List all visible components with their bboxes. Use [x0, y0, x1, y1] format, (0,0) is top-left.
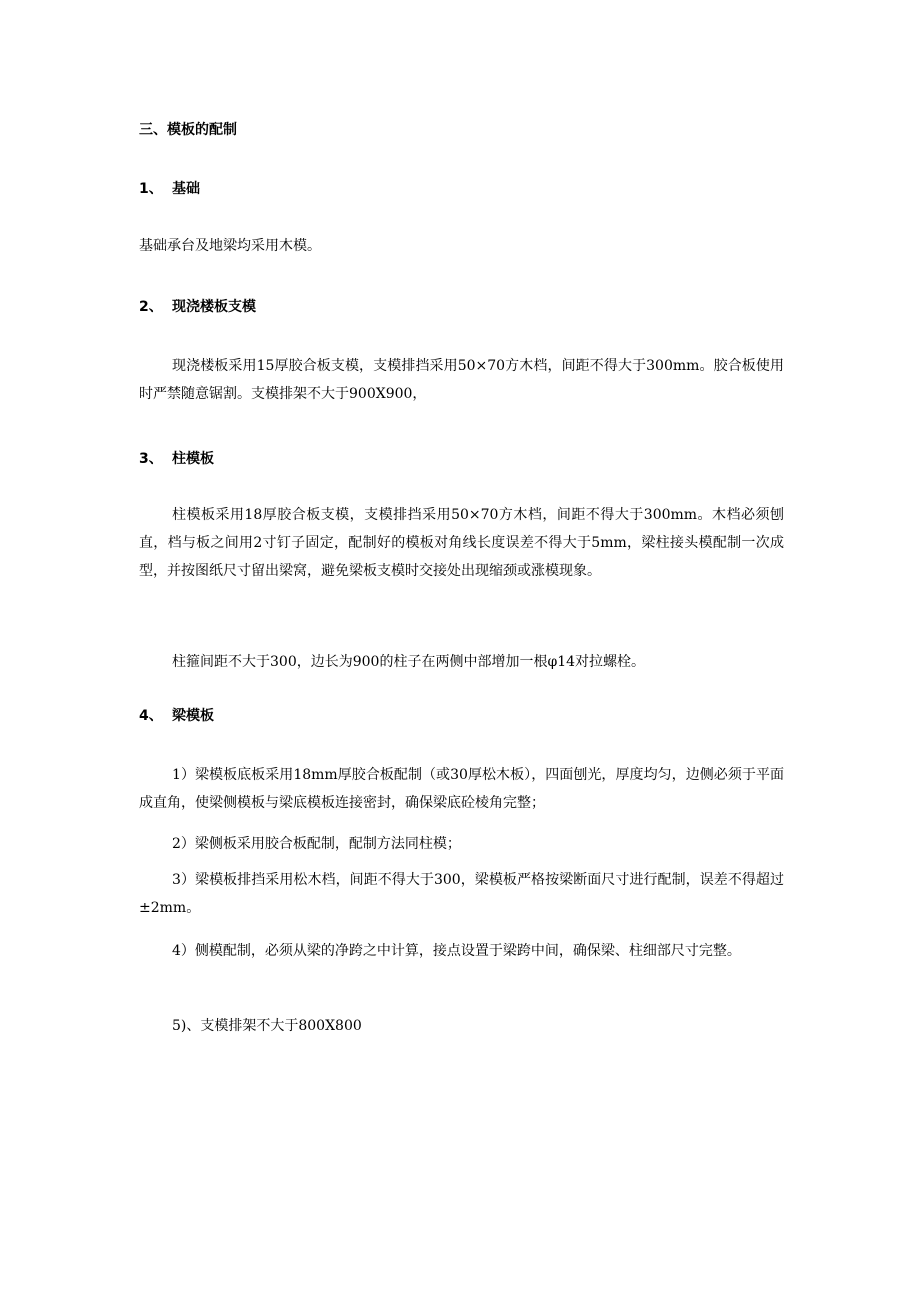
- paragraph-beam-item-5: 5)、支模排架不大于800X800: [172, 1018, 362, 1034]
- paragraph-beam-item-4: 4）侧模配制，必须从梁的净跨之中计算，接点设置于梁跨中间，确保梁、柱细部尺寸完整。: [172, 943, 741, 959]
- heading-foundation: [139, 179, 784, 199]
- heading-number: 3、: [139, 451, 163, 467]
- heading-title: 柱模板: [172, 451, 214, 467]
- paragraph-foundation: 基础承台及地梁均采用木模。: [139, 238, 321, 254]
- heading-number: 4、: [139, 708, 163, 724]
- heading-number: 2、: [139, 299, 163, 315]
- paragraph-beam-item-3: 3）梁模板排挡采用松木档，间距不得大于300，梁模板严格按梁断面尺寸进行配制，误差不得超过±2mm。: [139, 872, 784, 916]
- heading-title: 现浇楼板支模: [172, 299, 256, 315]
- paragraph-beam-item-1: 1）梁模板底板采用18mm厚胶合板配制（或30厚松木板），四面刨光，厚度均匀，边侧必须于平面成直角，使梁侧模板与梁底模板连接密封，确保梁底砼棱角完整；: [139, 767, 784, 811]
- heading-title: 基础: [172, 181, 200, 197]
- heading-title: 梁模板: [172, 708, 214, 724]
- section-title: 三、模板的配制: [139, 122, 237, 138]
- heading-beam-formwork: [139, 706, 784, 726]
- heading-number: 1、: [139, 181, 163, 197]
- paragraph-floor-slab: 现浇楼板采用15厚胶合板支模，支模排挡采用50×70方木档，间距不得大于300mm。胶合板使用时严禁随意锯割。支模排架不大于900X900，: [139, 358, 784, 402]
- paragraph-beam-item-2: 2）梁侧板采用胶合板配制，配制方法同柱模；: [172, 836, 461, 852]
- heading-column-formwork: [139, 449, 784, 469]
- paragraph-column-formwork-2: 柱箍间距不大于300，边长为900的柱子在两侧中部增加一根φ14对拉螺栓。: [172, 654, 646, 670]
- heading-floor-slab: [139, 297, 784, 317]
- paragraph-column-formwork-1: 柱模板采用18厚胶合板支模，支模排挡采用50×70方木档，间距不得大于300mm。木档必须刨直，档与板之间用2寸钉子固定，配制好的模板对角线长度误差不得大于5mm，梁柱接头模配制一次成型，并按图纸尺寸留出梁窝，避免梁板支模时交接处出现缩颈或涨模现象。: [139, 507, 784, 579]
